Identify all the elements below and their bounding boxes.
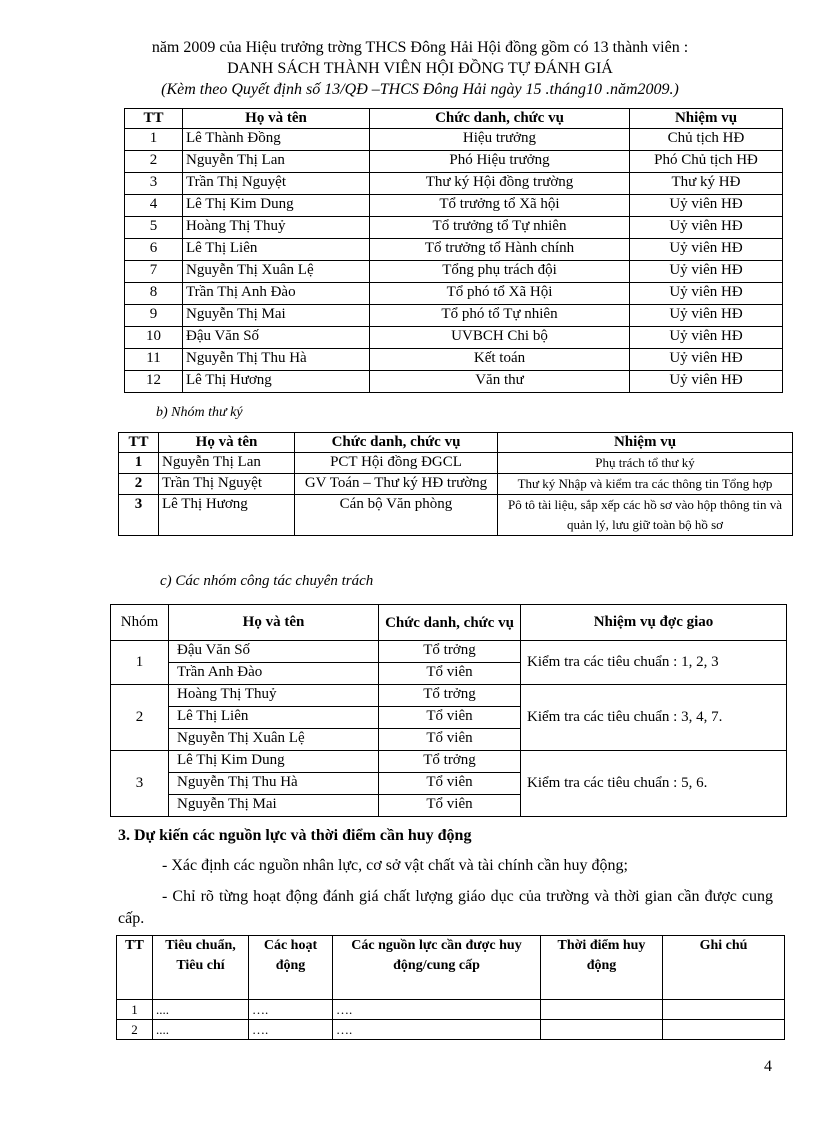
working-groups-table	[110, 604, 787, 817]
table-cell: Nguyễn Thị Mai	[169, 795, 379, 817]
table-cell: Thư ký HĐ	[630, 173, 783, 195]
table-cell: 7	[125, 261, 183, 283]
column-header: Họ và tên	[159, 433, 295, 453]
table-row	[119, 453, 793, 474]
table-row	[125, 239, 783, 261]
section-c-title: c) Các nhóm công tác chuyên trách	[160, 573, 374, 589]
section-b-title: b) Nhóm thư ký	[156, 405, 243, 420]
table-header-row	[117, 936, 785, 1000]
table-cell	[663, 1020, 785, 1040]
table-cell: 3	[125, 173, 183, 195]
table-cell: Tổ phó tổ Tự nhiên	[370, 305, 630, 327]
table-cell: Đậu Văn Số	[183, 327, 370, 349]
table-cell: Kiểm tra các tiêu chuẩn : 3, 4, 7.	[521, 685, 787, 751]
table-cell: 3	[111, 751, 169, 817]
table-cell: Nguyễn Thị Xuân Lệ	[183, 261, 370, 283]
table-header-row	[119, 433, 793, 453]
table-row	[111, 751, 787, 773]
table-cell: ….	[249, 1020, 333, 1040]
table-row	[125, 261, 783, 283]
table-cell: Trần Thị Nguyệt	[159, 474, 295, 495]
column-header: Tiêu chuẩn, Tiêu chí	[153, 936, 249, 1000]
resources-table	[116, 935, 785, 1040]
table-cell: Uỷ viên HĐ	[630, 305, 783, 327]
table-row	[125, 349, 783, 371]
table-cell: Pô tô tài liệu, sắp xếp các hồ sơ vào hộp thông tin và quản lý, lưu giữ toàn bộ hồ sơ	[498, 495, 793, 536]
column-header: Nhóm	[111, 605, 169, 641]
table-row	[125, 371, 783, 393]
table-cell: Trần Thị Anh Đào	[183, 283, 370, 305]
table-cell: Uỷ viên HĐ	[630, 349, 783, 371]
table-row	[125, 327, 783, 349]
table-cell: 3	[119, 495, 159, 536]
column-header: TT	[119, 433, 159, 453]
table-cell: Tổ trởng	[379, 685, 521, 707]
table-cell: Trần Anh Đào	[169, 663, 379, 685]
table-row	[119, 474, 793, 495]
table-cell: ….	[249, 1000, 333, 1020]
table-row	[125, 151, 783, 173]
table-cell: ....	[153, 1020, 249, 1040]
table-cell: Tổ trưởng tổ Tự nhiên	[370, 217, 630, 239]
table-cell: 4	[125, 195, 183, 217]
table-cell: Phó Chủ tịch HĐ	[630, 151, 783, 173]
column-header: Chức danh, chức vụ	[370, 109, 630, 129]
table-cell: Thư ký Hội đồng trường	[370, 173, 630, 195]
table-row	[111, 641, 787, 663]
table-cell: Lê Thị Liên	[183, 239, 370, 261]
column-header: Các nguồn lực cần được huy động/cung cấp	[333, 936, 541, 1000]
column-header: Nhiệm vụ	[498, 433, 793, 453]
table-cell: ….	[333, 1020, 541, 1040]
table-cell: 8	[125, 283, 183, 305]
table-cell: Lê Thị Liên	[169, 707, 379, 729]
column-header: TT	[117, 936, 153, 1000]
table-cell: Uỷ viên HĐ	[630, 371, 783, 393]
secretary-group-table	[118, 432, 793, 536]
column-header: Các hoạt động	[249, 936, 333, 1000]
table-cell: GV Toán – Thư ký HĐ trường	[295, 474, 498, 495]
table-cell: Tổ viên	[379, 773, 521, 795]
table-cell: Tổ trởng	[379, 751, 521, 773]
table-cell: 2	[119, 474, 159, 495]
table-cell: Tổ viên	[379, 663, 521, 685]
table-cell	[663, 1000, 785, 1020]
table-cell: Kiểm tra các tiêu chuẩn : 5, 6.	[521, 751, 787, 817]
table-cell: Tổ viên	[379, 729, 521, 751]
table-cell: Trần Thị Nguyệt	[183, 173, 370, 195]
page-number: 4	[764, 1058, 772, 1075]
table-cell: Nguyễn Thị Mai	[183, 305, 370, 327]
table-row	[119, 495, 793, 536]
table-cell: Phó Hiệu trưởng	[370, 151, 630, 173]
table-cell: Chủ tịch HĐ	[630, 129, 783, 151]
table-cell: Nguyễn Thị Thu Hà	[169, 773, 379, 795]
table-cell: Nguyễn Thị Thu Hà	[183, 349, 370, 371]
column-header: Nhiệm vụ	[630, 109, 783, 129]
table-cell: Uỷ viên HĐ	[630, 283, 783, 305]
column-header: Chức danh, chức vụ	[379, 605, 521, 641]
table-cell: Tổ viên	[379, 795, 521, 817]
table-cell: Lê Thị Hương	[183, 371, 370, 393]
table-cell: ….	[333, 1000, 541, 1020]
table-row	[117, 1000, 785, 1020]
table-cell: Tổ trưởng tổ Xã hội	[370, 195, 630, 217]
table-cell: Nguyễn Thị Lan	[183, 151, 370, 173]
table-row	[125, 283, 783, 305]
table-cell: Uỷ viên HĐ	[630, 239, 783, 261]
table-cell: Uỷ viên HĐ	[630, 327, 783, 349]
table-cell: 5	[125, 217, 183, 239]
section-3-title: 3. Dự kiến các nguồn lực và thời điểm cần huy động	[118, 827, 472, 844]
table-cell: Tổ viên	[379, 707, 521, 729]
table-header-row	[111, 605, 787, 641]
table-cell: Tổ trởng	[379, 641, 521, 663]
table-cell: Phụ trách tổ thư ký	[498, 453, 793, 474]
table-header-row	[125, 109, 783, 129]
table-row	[125, 217, 783, 239]
table-cell: Lê Thị Kim Dung	[183, 195, 370, 217]
table-cell: Tổng phụ trách đội	[370, 261, 630, 283]
table-cell: Lê Thị Hương	[159, 495, 295, 536]
table-cell: Văn thư	[370, 371, 630, 393]
column-header: Họ và tên	[169, 605, 379, 641]
table-cell: Tổ trưởng tổ Hành chính	[370, 239, 630, 261]
table-cell: ....	[153, 1000, 249, 1020]
header-line-1: năm 2009 của Hiệu trưởng trờng THCS Đông Hải Hội đồng gồm có 13 thành viên :	[151, 39, 689, 56]
decision-reference: (Kèm theo Quyết định số 13/QĐ –THCS Đông Hải ngày 15 .tháng10 .năm2009.)	[161, 81, 679, 98]
table-cell: 2	[117, 1020, 153, 1040]
table-cell: PCT Hội đồng ĐGCL	[295, 453, 498, 474]
table-cell: 2	[125, 151, 183, 173]
table-cell: Cán bộ Văn phòng	[295, 495, 498, 536]
table-cell: Kiểm tra các tiêu chuẩn : 1, 2, 3	[521, 641, 787, 685]
table-cell: 9	[125, 305, 183, 327]
section-3-paragraph-1: - Xác định các nguồn nhân lực, cơ sở vật chất và tài chính cần huy động;	[162, 857, 628, 874]
council-members-table	[124, 108, 783, 393]
table-row	[117, 1020, 785, 1040]
column-header: TT	[125, 109, 183, 129]
column-header: Thời điểm huy động	[541, 936, 663, 1000]
table-cell: 10	[125, 327, 183, 349]
table-row	[111, 685, 787, 707]
table-row	[125, 195, 783, 217]
column-header: Chức danh, chức vụ	[295, 433, 498, 453]
table-row	[125, 129, 783, 151]
table-cell: Lê Thành Đồng	[183, 129, 370, 151]
column-header: Nhiệm vụ đợc giao	[521, 605, 787, 641]
table-cell: Hoàng Thị Thuỷ	[183, 217, 370, 239]
table-cell: Uỷ viên HĐ	[630, 217, 783, 239]
table-cell: 6	[125, 239, 183, 261]
table-cell: Đậu Văn Số	[169, 641, 379, 663]
table-cell: Tổ phó tổ Xã Hội	[370, 283, 630, 305]
table-cell: Thư ký Nhập và kiểm tra các thông tin Tổng hợp	[498, 474, 793, 495]
table-row	[125, 173, 783, 195]
table-cell: 1	[119, 453, 159, 474]
table-row	[125, 305, 783, 327]
table-cell: 1	[111, 641, 169, 685]
table-cell: Nguyễn Thị Lan	[159, 453, 295, 474]
table-cell: Uỷ viên HĐ	[630, 261, 783, 283]
table-cell: 12	[125, 371, 183, 393]
table-cell: 11	[125, 349, 183, 371]
section-3-paragraph-2: - Chỉ rõ từng hoạt động đánh giá chất lượng giáo dục của trường và thời gian cần được cung cấp.	[118, 888, 773, 927]
table-cell: Lê Thị Kim Dung	[169, 751, 379, 773]
table-cell: UVBCH Chi bộ	[370, 327, 630, 349]
table-cell: Kết toán	[370, 349, 630, 371]
column-header: Ghi chú	[663, 936, 785, 1000]
table-cell	[541, 1000, 663, 1020]
table-cell: 1	[125, 129, 183, 151]
table-cell: Nguyễn Thị Xuân Lệ	[169, 729, 379, 751]
table-cell: 1	[117, 1000, 153, 1020]
table-cell	[541, 1020, 663, 1040]
column-header: Họ và tên	[183, 109, 370, 129]
table-cell: Hoàng Thị Thuỷ	[169, 685, 379, 707]
table-cell: 2	[111, 685, 169, 751]
table-cell: Uỷ viên HĐ	[630, 195, 783, 217]
table-cell: Hiệu trưởng	[370, 129, 630, 151]
document-title: DANH SÁCH THÀNH VIÊN HỘI ĐỒNG TỰ ĐÁNH GIÁ	[227, 60, 613, 77]
